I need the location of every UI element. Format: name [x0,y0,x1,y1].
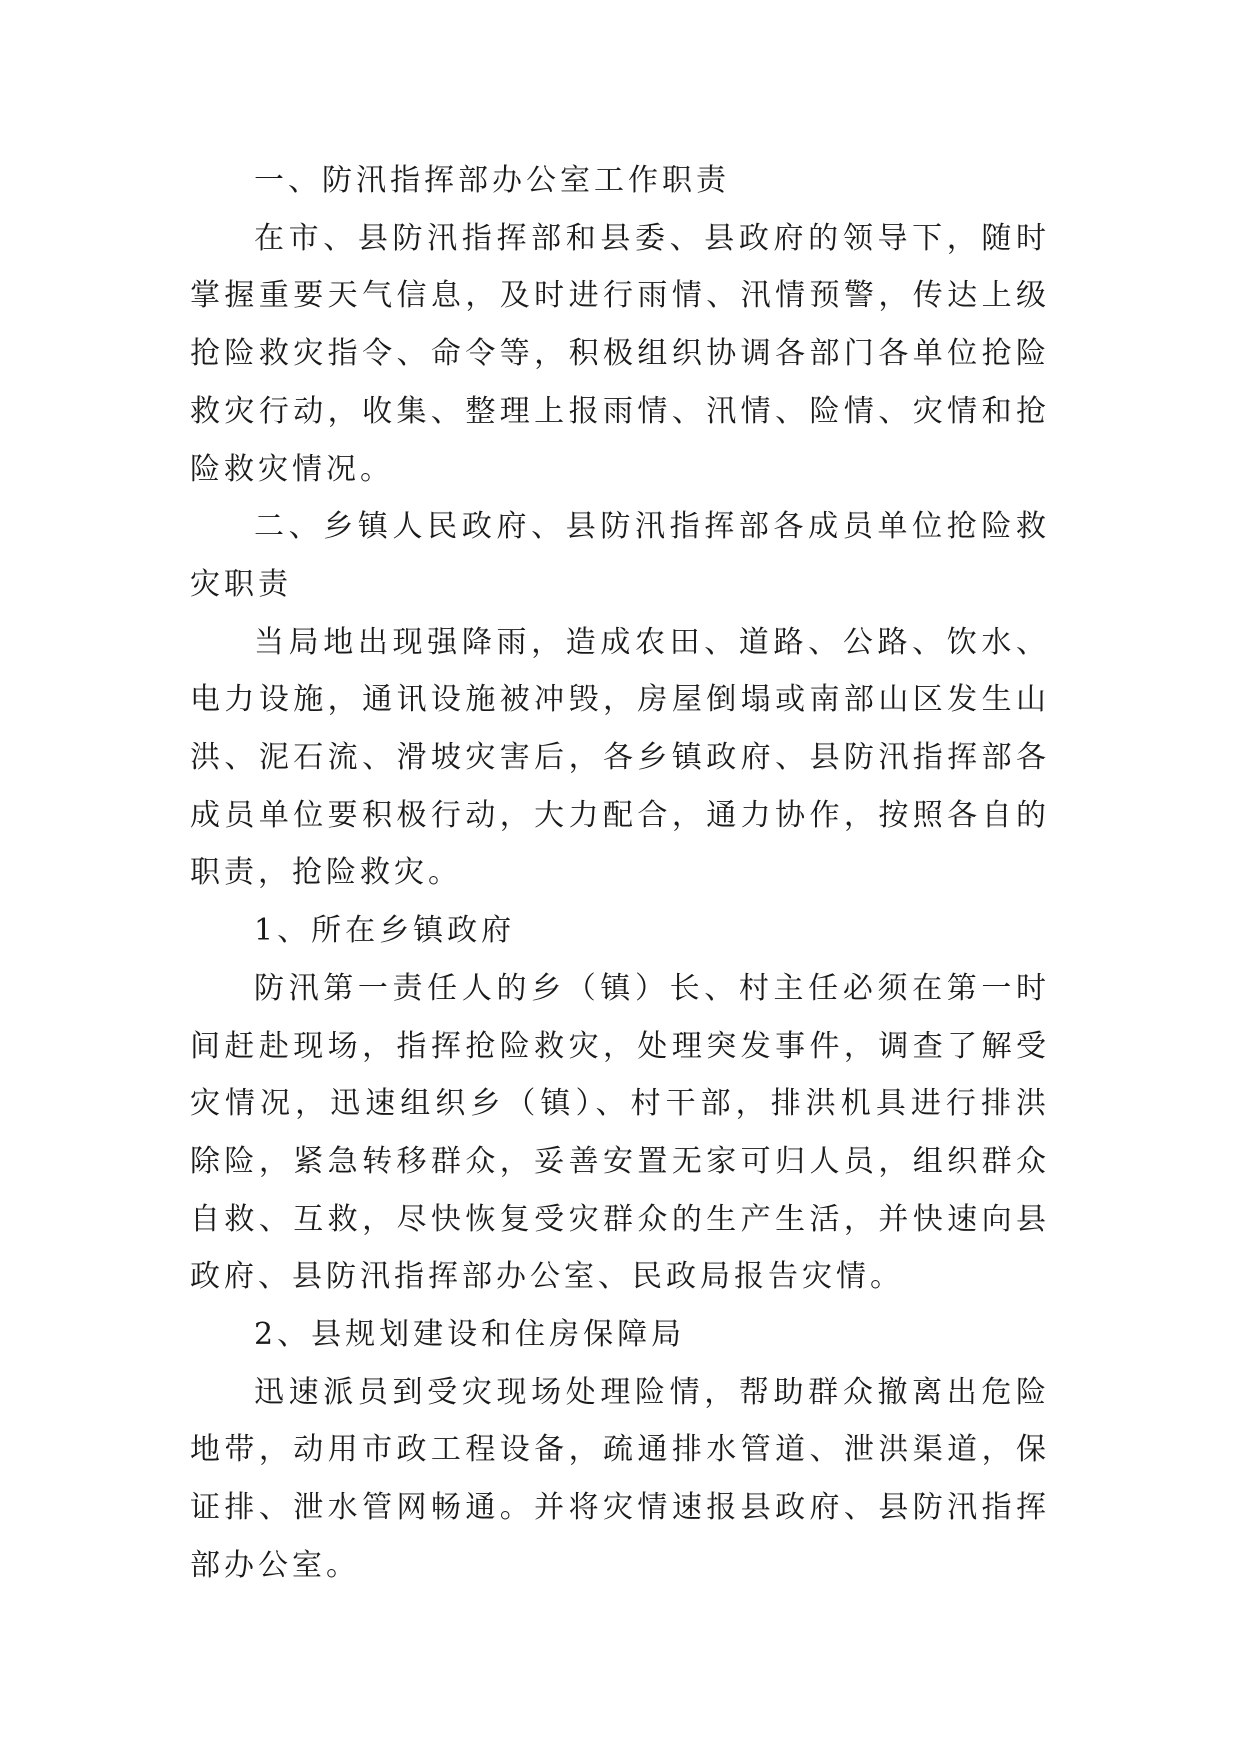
body-paragraph: 在市、县防汛指挥部和县委、县政府的领导下，随时掌握重要天气信息，及时进行雨情、汛情预警，传达上级抢险救灾指令、命令等，积极组织协调各部门各单位抢险救灾行动，收集、整理上报雨情、汛情、险情、灾情和抢险救灾情况。 [190,220,1050,487]
body-paragraph: 防汛第一责任人的乡（镇）长、村主任必须在第一时间赶赴现场，指挥抢险救灾，处理突发事件，调查了解受灾情况，迅速组织乡（镇）、村干部，排洪机具进行排洪除险，紧急转移群众，妥善安置无家可归人员，组织群众自救、互救，尽快恢复受灾群众的生产生活，并快速向县政府、县防汛指挥部办公室、民政局报告灾情。 [190,970,1050,1295]
subsection-heading-2: 2、县规划建设和住房保障局 [254,1317,686,1353]
section-heading-2: 二、乡镇人民政府、县防汛指挥部各成员单位抢险救灾职责 [190,509,1050,602]
subsection-heading-1: 1、所在乡镇政府 [254,913,516,949]
body-paragraph: 当局地出现强降雨，造成农田、道路、公路、饮水、电力设施，通讯设施被冲毁，房屋倒塌或南部山区发生山洪、泥石流、滑坡灾害后，各乡镇政府、县防汛指挥部各成员单位要积极行动，大力配合，通力协作，按照各自的职责，抢险救灾。 [190,624,1050,891]
document-page [190,152,1050,1595]
section-heading-1: 一、防汛指挥部办公室工作职责 [254,163,730,198]
body-paragraph: 迅速派员到受灾现场处理险情，帮助群众撤离出危险地带，动用市政工程设备，疏通排水管道、泄洪渠道，保证排、泄水管网畅通。并将灾情速报县政府、县防汛指挥部办公室。 [190,1374,1050,1583]
